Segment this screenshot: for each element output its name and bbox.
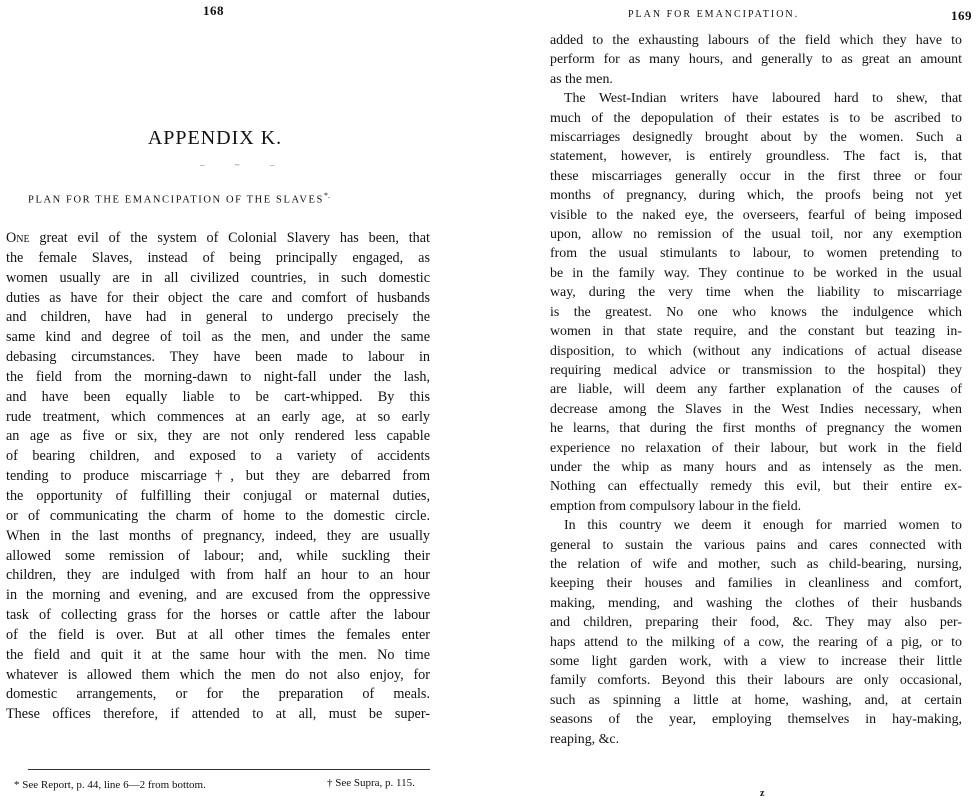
body-line: women usually are in all civilized countries, in such domestic	[6, 269, 430, 286]
body-line: as the men.	[550, 71, 613, 87]
left-body-text	[6, 229, 430, 725]
body-line: under the whip as many hours and as intensely as the men.	[550, 459, 962, 475]
body-line: miscarriages designedly brought about by the women. Such a	[550, 130, 962, 146]
body-line: making, mending, and washing the clothes of their husbands	[550, 595, 962, 611]
body-line: way, during the very time when the liability to miscarriage	[550, 285, 962, 301]
body-line: general to sustain the various pains and cares connected with	[550, 537, 962, 553]
body-line: disposition, to which (without any indications of actual disease	[550, 343, 962, 359]
body-line: the field and quit it at the same hour with the men. No time	[6, 646, 430, 663]
body-line: requiring medical advice or transmission to the hospital) they	[550, 362, 962, 378]
body-line: an age as five or six, they are not only rendered less capable	[6, 428, 430, 445]
body-line: One great evil of the system of Colonial Slavery has been, that	[6, 230, 431, 246]
body-line: experience no relaxation of their labour, but work in the field	[550, 440, 962, 456]
body-line: upon, allow no remission of the usual toil, nor any exemption	[550, 227, 962, 243]
right-body-text	[550, 31, 962, 749]
body-line: some light garden work, with a view to increase their little	[550, 654, 962, 669]
heading-note-marker: *.	[323, 191, 330, 200]
body-line: much of the depopulation of their estates is to be ascribed to	[550, 110, 962, 126]
body-line: reaping, &c.	[550, 731, 620, 747]
signature-mark: z	[760, 788, 765, 799]
body-line: domestic arrangements, or for the preparation of meals.	[6, 686, 430, 703]
body-line: from the usual stimulants to labour, to women pretending to	[550, 246, 962, 262]
body-line: in the morning and evening, and are excused from the oppressive	[6, 587, 430, 604]
body-line: and children, have had in general to undergo precisely the	[6, 309, 430, 326]
appendix-title: APPENDIX K.	[147, 127, 283, 149]
right-page-number: 169	[951, 8, 972, 23]
body-line: he learns, that during the first months of pregnancy the women	[550, 421, 962, 437]
left-page-number: 168	[203, 3, 224, 18]
right-page	[490, 0, 980, 802]
body-line: These offices therefore, if attended to at all, must be super-	[6, 706, 430, 723]
body-line: these miscarriages generally occur in the first three or four	[550, 168, 962, 184]
body-line: of the field is over. But at all other times the females enter	[6, 626, 430, 643]
body-line: are liable, will deem any farther explanation of the causes of	[550, 382, 962, 398]
body-line: duties as have for their object the care and comfort of husbands	[6, 289, 430, 306]
body-line: added to the exhausting labours of the field which they have to	[550, 33, 962, 48]
body-line: children, they are indulged with from half an hour to an hour	[6, 567, 430, 584]
body-line: whatever is allowed them which the men do not also enjoy, for	[6, 666, 430, 683]
body-line: The West-Indian writers have laboured hard to shew, that	[564, 91, 962, 107]
body-line: is the greatest. No one who knows the indulgence which	[550, 304, 962, 320]
body-line: perform for as many hours, and generally to as great an amount	[550, 52, 962, 68]
body-line: the opportunity of fulfilling their conjugal or maternal duties,	[6, 487, 430, 504]
body-line: same kind and degree of toil as the men, and under the same	[6, 329, 430, 346]
body-line: family comforts. Beyond this their labours are only occasional,	[550, 673, 962, 689]
body-line: In this country we deem it enough for married women to	[564, 518, 962, 534]
body-line: haps attend to the milking of a cow, the rearing of a pig, or to	[550, 634, 962, 650]
body-line: task of collecting grass for the horses or cattle after the labour	[6, 607, 430, 624]
body-line: Nothing can effectually remedy this evil, but their entire ex-	[550, 479, 962, 495]
body-line: tending to produce miscarriage†, but they are debarred from	[6, 468, 430, 485]
body-line: months of pregnancy, during which, the proofs being not yet	[550, 188, 962, 204]
body-line: keeping their houses and families in cleanliness and comfort,	[550, 576, 962, 592]
body-line: seasons of the year, employing themselves in hay-making,	[550, 712, 962, 728]
body-line: or of communicating the charm of home to the domestic circle.	[6, 507, 430, 524]
body-line: the relation of wife and mother, such as child-bearing, nursing,	[550, 556, 962, 572]
body-line: emption from compulsory labour in the field.	[550, 498, 802, 514]
footnote-2: † See Supra, p. 115.	[327, 777, 415, 789]
running-head: PLAN FOR EMANCIPATION.	[628, 9, 800, 20]
body-line: rude treatment, which commences at an early age, at so early	[6, 408, 430, 425]
first-word: One	[6, 230, 30, 246]
body-line: and children, preparing their food, &c. They may also per-	[550, 615, 962, 631]
body-line: be in the family way. They continue to be worked in the usual	[550, 265, 962, 281]
section-heading	[28, 191, 330, 206]
body-line: the field from the morning-dawn to night-fall under the lash,	[6, 368, 430, 385]
body-line: the female Slaves, instead of being principally engaged, as	[6, 249, 430, 266]
body-line: of bearing children, and exposed to a variety of accidents	[6, 448, 430, 465]
body-line: When in the last months of pregnancy, indeed, they are usually	[6, 527, 430, 544]
body-line: visible to the naked eye, the overseers, fearful of being imposed	[550, 207, 962, 223]
body-line: allowed some remission of labour; and, while suckling their	[6, 547, 430, 564]
body-line: debasing circumstances. They have been made to labour in	[6, 349, 430, 366]
footnote-rule	[28, 769, 430, 770]
section-heading-text: PLAN FOR THE EMANCIPATION OF THE SLAVES	[28, 194, 324, 206]
stray-marks: – ~ –	[200, 160, 289, 170]
body-line: such as spinning a little at home, washing, and, at certain	[550, 692, 962, 708]
footnote-1: * See Report, p. 44, line 6—2 from bottom.	[14, 779, 206, 791]
body-line: women in that state require, and the constant but teazing in-	[550, 324, 962, 340]
body-line: statement, however, is entirely groundless. The fact is, that	[550, 149, 962, 165]
body-line: decrease among the Slaves in the West Indies necessary, when	[550, 401, 962, 417]
body-line: and have been equally liable to be cart-whipped. By this	[6, 388, 430, 405]
